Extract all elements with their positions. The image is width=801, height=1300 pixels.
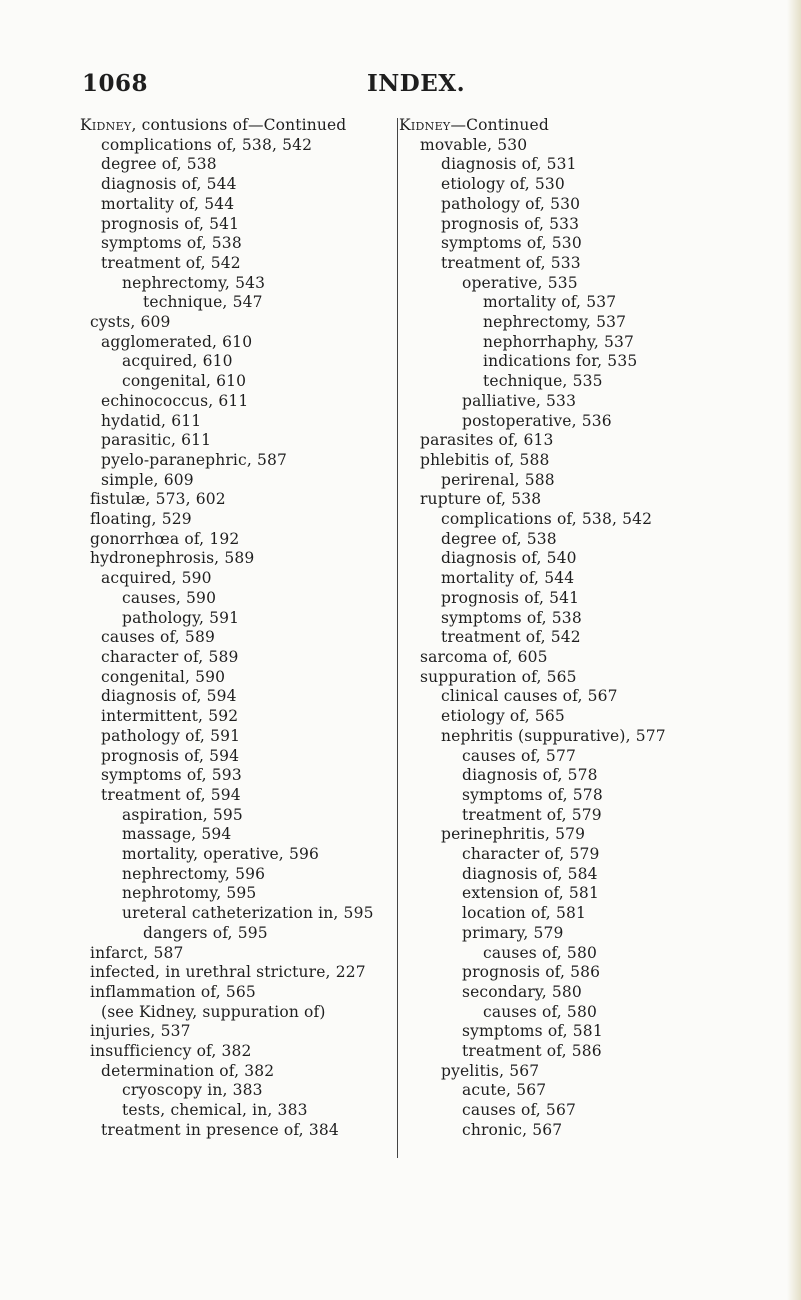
index-entry-text: (see Kidney, suppuration of) <box>101 1002 326 1021</box>
index-entry-text: operative, 535 <box>462 273 578 292</box>
index-entry <box>399 1042 789 1062</box>
index-entry-text: prognosis of, 533 <box>441 214 580 233</box>
index-entry-text: postoperative, 536 <box>462 411 612 430</box>
index-entry <box>399 963 789 983</box>
index-entry-text: congenital, 610 <box>122 372 247 391</box>
index-entry <box>399 786 789 806</box>
index-entry <box>80 254 415 274</box>
index-entry <box>399 313 789 333</box>
index-entry-text: acute, 567 <box>462 1081 547 1100</box>
index-entry-text: treatment of, 586 <box>462 1042 602 1061</box>
index-entry <box>80 175 415 195</box>
index-entry-text: diagnosis of, 540 <box>441 549 577 568</box>
index-entry-text: degree of, 538 <box>441 529 557 548</box>
index-entry <box>399 234 789 254</box>
index-entry-text: injuries, 537 <box>90 1022 191 1041</box>
index-entry <box>399 510 789 530</box>
index-entry <box>399 293 789 313</box>
index-entry-text: treatment of, 542 <box>101 253 241 272</box>
index-entry <box>80 668 415 688</box>
index-entry <box>399 451 789 471</box>
index-entry <box>399 825 789 845</box>
index-entry <box>80 963 415 983</box>
index-entry <box>80 944 415 964</box>
index-entry-text: cryoscopy in, 383 <box>122 1081 263 1100</box>
index-entry-text: causes of, 580 <box>483 1002 597 1021</box>
index-entry-text: simple, 609 <box>101 470 194 489</box>
index-entry-text: diagnosis of, 531 <box>441 155 577 174</box>
index-entry-text: determination of, 382 <box>101 1061 275 1080</box>
index-entry-text: symptoms of, 578 <box>462 785 603 804</box>
index-entry <box>399 569 789 589</box>
index-entry-text: complications of, 538, 542 <box>441 510 653 529</box>
index-entry-text: etiology of, 530 <box>441 175 565 194</box>
column-divider <box>397 118 398 1158</box>
index-entry <box>80 589 415 609</box>
index-entry <box>80 471 415 491</box>
index-entry <box>399 1101 789 1121</box>
index-entry <box>399 944 789 964</box>
index-entry-text: causes of, 589 <box>101 628 215 647</box>
index-entry-text: prognosis of, 541 <box>441 588 580 607</box>
index-entry <box>399 175 789 195</box>
index-entry <box>80 195 415 215</box>
index-entry-text: infected, in urethral stricture, 227 <box>90 963 366 982</box>
index-entry-text: prognosis of, 594 <box>101 746 240 765</box>
index-entry-text: character of, 579 <box>462 845 600 864</box>
index-entry <box>80 904 415 924</box>
index-entry <box>399 412 789 432</box>
index-entry-text: pyelitis, 567 <box>441 1061 540 1080</box>
index-entry <box>399 1081 789 1101</box>
index-entry-text: massage, 594 <box>122 825 232 844</box>
index-entry <box>80 1101 415 1121</box>
index-entry-text: dangers of, 595 <box>143 923 268 942</box>
index-entry-text: gonorrhœa of, 192 <box>90 529 240 548</box>
index-entry <box>80 333 415 353</box>
index-column-right <box>399 116 789 1141</box>
index-entry-text: pathology, 591 <box>122 608 240 627</box>
index-entry-text: treatment in presence of, 384 <box>101 1120 339 1139</box>
index-entry <box>399 924 789 944</box>
index-entry-text: symptoms of, 593 <box>101 766 242 785</box>
index-entry-text: causes of, 567 <box>462 1101 576 1120</box>
index-entry <box>399 333 789 353</box>
index-entry-text: hydatid, 611 <box>101 411 202 430</box>
index-entry-text: aspiration, 595 <box>122 805 243 824</box>
index-entry <box>80 510 415 530</box>
index-entry <box>399 766 789 786</box>
index-entry-text: hydronephrosis, 589 <box>90 549 255 568</box>
index-entry <box>80 293 415 313</box>
index-entry <box>399 628 789 648</box>
index-entry <box>80 116 415 136</box>
index-entry <box>80 924 415 944</box>
index-entry-text: prognosis of, 541 <box>101 214 240 233</box>
index-entry-text: prognosis of, 586 <box>462 963 601 982</box>
index-entry <box>399 609 789 629</box>
index-entry <box>80 215 415 235</box>
index-heading-term: Kidney <box>80 116 132 134</box>
index-entry-text: location of, 581 <box>462 904 586 923</box>
index-entry-text: pathology of, 530 <box>441 194 581 213</box>
index-entry-text: degree of, 538 <box>101 155 217 174</box>
index-entry <box>80 609 415 629</box>
index-entry-text: insufficiency of, 382 <box>90 1042 252 1061</box>
index-entry <box>80 490 415 510</box>
index-entry <box>399 549 789 569</box>
index-entry <box>399 254 789 274</box>
index-entry-text: movable, 530 <box>420 135 528 154</box>
index-entry <box>399 589 789 609</box>
index-entry-text: symptoms of, 530 <box>441 234 582 253</box>
index-entry <box>399 215 789 235</box>
index-entry <box>399 806 789 826</box>
index-entry <box>399 884 789 904</box>
index-entry <box>80 747 415 767</box>
index-entry-text: intermittent, 592 <box>101 707 239 726</box>
index-entry-text: chronic, 567 <box>462 1120 563 1139</box>
index-entry <box>399 116 789 136</box>
index-entry <box>399 1022 789 1042</box>
index-entry <box>80 825 415 845</box>
index-entry <box>80 155 415 175</box>
index-entry-text: , contusions of—Continued <box>131 116 347 134</box>
index-entry <box>80 1042 415 1062</box>
index-entry-text: floating, 529 <box>90 510 192 529</box>
index-entry <box>80 274 415 294</box>
index-entry <box>80 1081 415 1101</box>
index-entry-text: technique, 547 <box>143 293 263 312</box>
index-entry <box>399 195 789 215</box>
index-entry-text: clinical causes of, 567 <box>441 687 618 706</box>
index-entry <box>80 392 415 412</box>
index-entry-text: perinephritis, 579 <box>441 825 586 844</box>
index-entry <box>80 136 415 156</box>
index-entry-text: treatment of, 579 <box>462 805 602 824</box>
index-entry-text: suppuration of, 565 <box>420 667 577 686</box>
index-entry-text: nephorrhaphy, 537 <box>483 332 635 351</box>
index-entry <box>80 786 415 806</box>
index-entry-text: symptoms of, 581 <box>462 1022 603 1041</box>
index-entry-text: etiology of, 565 <box>441 707 565 726</box>
index-entry-text: tests, chemical, in, 383 <box>122 1101 308 1120</box>
index-entry-text: indications for, 535 <box>483 352 638 371</box>
index-entry-text: extension of, 581 <box>462 884 599 903</box>
running-head: INDEX. <box>367 70 466 97</box>
index-entry-text: nephrotomy, 595 <box>122 884 257 903</box>
index-entry <box>80 1062 415 1082</box>
index-entry-text: nephritis (suppurative), 577 <box>441 726 666 745</box>
index-entry-text: mortality, operative, 596 <box>122 845 319 864</box>
index-entry-text: acquired, 590 <box>101 569 212 588</box>
index-entry <box>399 274 789 294</box>
index-entry <box>80 530 415 550</box>
index-entry-text: diagnosis of, 578 <box>462 766 598 785</box>
index-entry <box>399 707 789 727</box>
index-entry-text: parasitic, 611 <box>101 431 212 450</box>
index-entry <box>80 549 415 569</box>
index-entry <box>399 530 789 550</box>
index-entry-text: agglomerated, 610 <box>101 332 253 351</box>
index-entry <box>80 983 415 1003</box>
index-entry <box>399 668 789 688</box>
index-entry <box>399 747 789 767</box>
index-column-left <box>80 116 415 1141</box>
index-entry <box>399 471 789 491</box>
index-entry <box>80 1022 415 1042</box>
index-entry <box>80 412 415 432</box>
index-entry <box>399 845 789 865</box>
index-entry-text: perirenal, 588 <box>441 470 555 489</box>
index-entry-text: primary, 579 <box>462 923 564 942</box>
index-entry <box>399 136 789 156</box>
index-entry <box>399 983 789 1003</box>
index-heading-term: Kidney <box>399 116 451 134</box>
index-entry <box>80 845 415 865</box>
index-entry <box>80 884 415 904</box>
index-entry-text: symptoms of, 538 <box>441 608 582 627</box>
index-entry <box>399 1121 789 1141</box>
index-entry-text: technique, 535 <box>483 372 603 391</box>
index-entry <box>80 431 415 451</box>
index-entry-text: parasites of, 613 <box>420 431 554 450</box>
index-entry <box>80 727 415 747</box>
index-entry-text: causes, 590 <box>122 588 217 607</box>
index-entry <box>80 352 415 372</box>
index-entry-text: pathology of, 591 <box>101 726 241 745</box>
index-entry-text: —Continued <box>450 116 549 134</box>
index-entry <box>399 648 789 668</box>
index-entry-text: palliative, 533 <box>462 391 577 410</box>
index-entry <box>80 372 415 392</box>
index-entry <box>399 1062 789 1082</box>
index-entry <box>80 1003 415 1023</box>
index-entry <box>399 352 789 372</box>
index-entry <box>399 727 789 747</box>
index-entry-text: cysts, 609 <box>90 313 171 332</box>
index-entry-text: congenital, 590 <box>101 667 226 686</box>
index-entry-text: phlebitis of, 588 <box>420 450 550 469</box>
index-entry-text: fistulæ, 573, 602 <box>90 490 226 509</box>
index-entry <box>399 1003 789 1023</box>
index-entry-text: diagnosis of, 594 <box>101 687 237 706</box>
index-entry <box>80 687 415 707</box>
index-entry <box>399 372 789 392</box>
index-entry-text: causes of, 580 <box>483 943 597 962</box>
page-number: 1068 <box>82 70 149 97</box>
index-entry <box>80 1121 415 1141</box>
index-entry-text: pyelo-paranephric, 587 <box>101 450 288 469</box>
index-entry-text: causes of, 577 <box>462 746 576 765</box>
index-entry <box>80 806 415 826</box>
index-entry <box>399 865 789 885</box>
index-entry-text: sarcoma of, 605 <box>420 647 548 666</box>
index-entry <box>80 234 415 254</box>
index-entry-text: inflammation of, 565 <box>90 982 256 1001</box>
index-entry-text: secondary, 580 <box>462 982 582 1001</box>
index-entry-text: diagnosis of, 584 <box>462 864 598 883</box>
index-entry-text: treatment of, 533 <box>441 253 581 272</box>
index-entry <box>399 392 789 412</box>
index-entry-text: acquired, 610 <box>122 352 233 371</box>
index-entry <box>80 766 415 786</box>
index-entry-text: ureteral catheterization in, 595 <box>122 904 374 923</box>
index-entry <box>80 451 415 471</box>
index-entry <box>80 569 415 589</box>
index-entry-text: nephrectomy, 537 <box>483 313 627 332</box>
index-entry-text: mortality of, 537 <box>483 293 617 312</box>
index-entry <box>399 155 789 175</box>
index-entry-text: infarct, 587 <box>90 943 184 962</box>
index-entry-text: character of, 589 <box>101 647 239 666</box>
index-entry-text: mortality of, 544 <box>101 194 235 213</box>
page-edge-shading <box>787 0 801 1300</box>
index-entry-text: treatment of, 542 <box>441 628 581 647</box>
index-entry-text: nephrectomy, 596 <box>122 864 266 883</box>
index-entry-text: rupture of, 538 <box>420 490 542 509</box>
index-entry <box>399 431 789 451</box>
index-entry <box>80 648 415 668</box>
index-entry-text: diagnosis of, 544 <box>101 175 237 194</box>
index-entry-text: echinococcus, 611 <box>101 391 249 410</box>
index-entry <box>80 628 415 648</box>
index-entry <box>399 687 789 707</box>
index-entry <box>399 904 789 924</box>
index-entry-text: treatment of, 594 <box>101 785 241 804</box>
index-entry-text: complications of, 538, 542 <box>101 135 313 154</box>
index-entry <box>80 865 415 885</box>
index-entry <box>399 490 789 510</box>
index-entry-text: mortality of, 544 <box>441 569 575 588</box>
index-entry-text: symptoms of, 538 <box>101 234 242 253</box>
index-entry-text: nephrectomy, 543 <box>122 273 266 292</box>
index-entry <box>80 313 415 333</box>
index-entry <box>80 707 415 727</box>
